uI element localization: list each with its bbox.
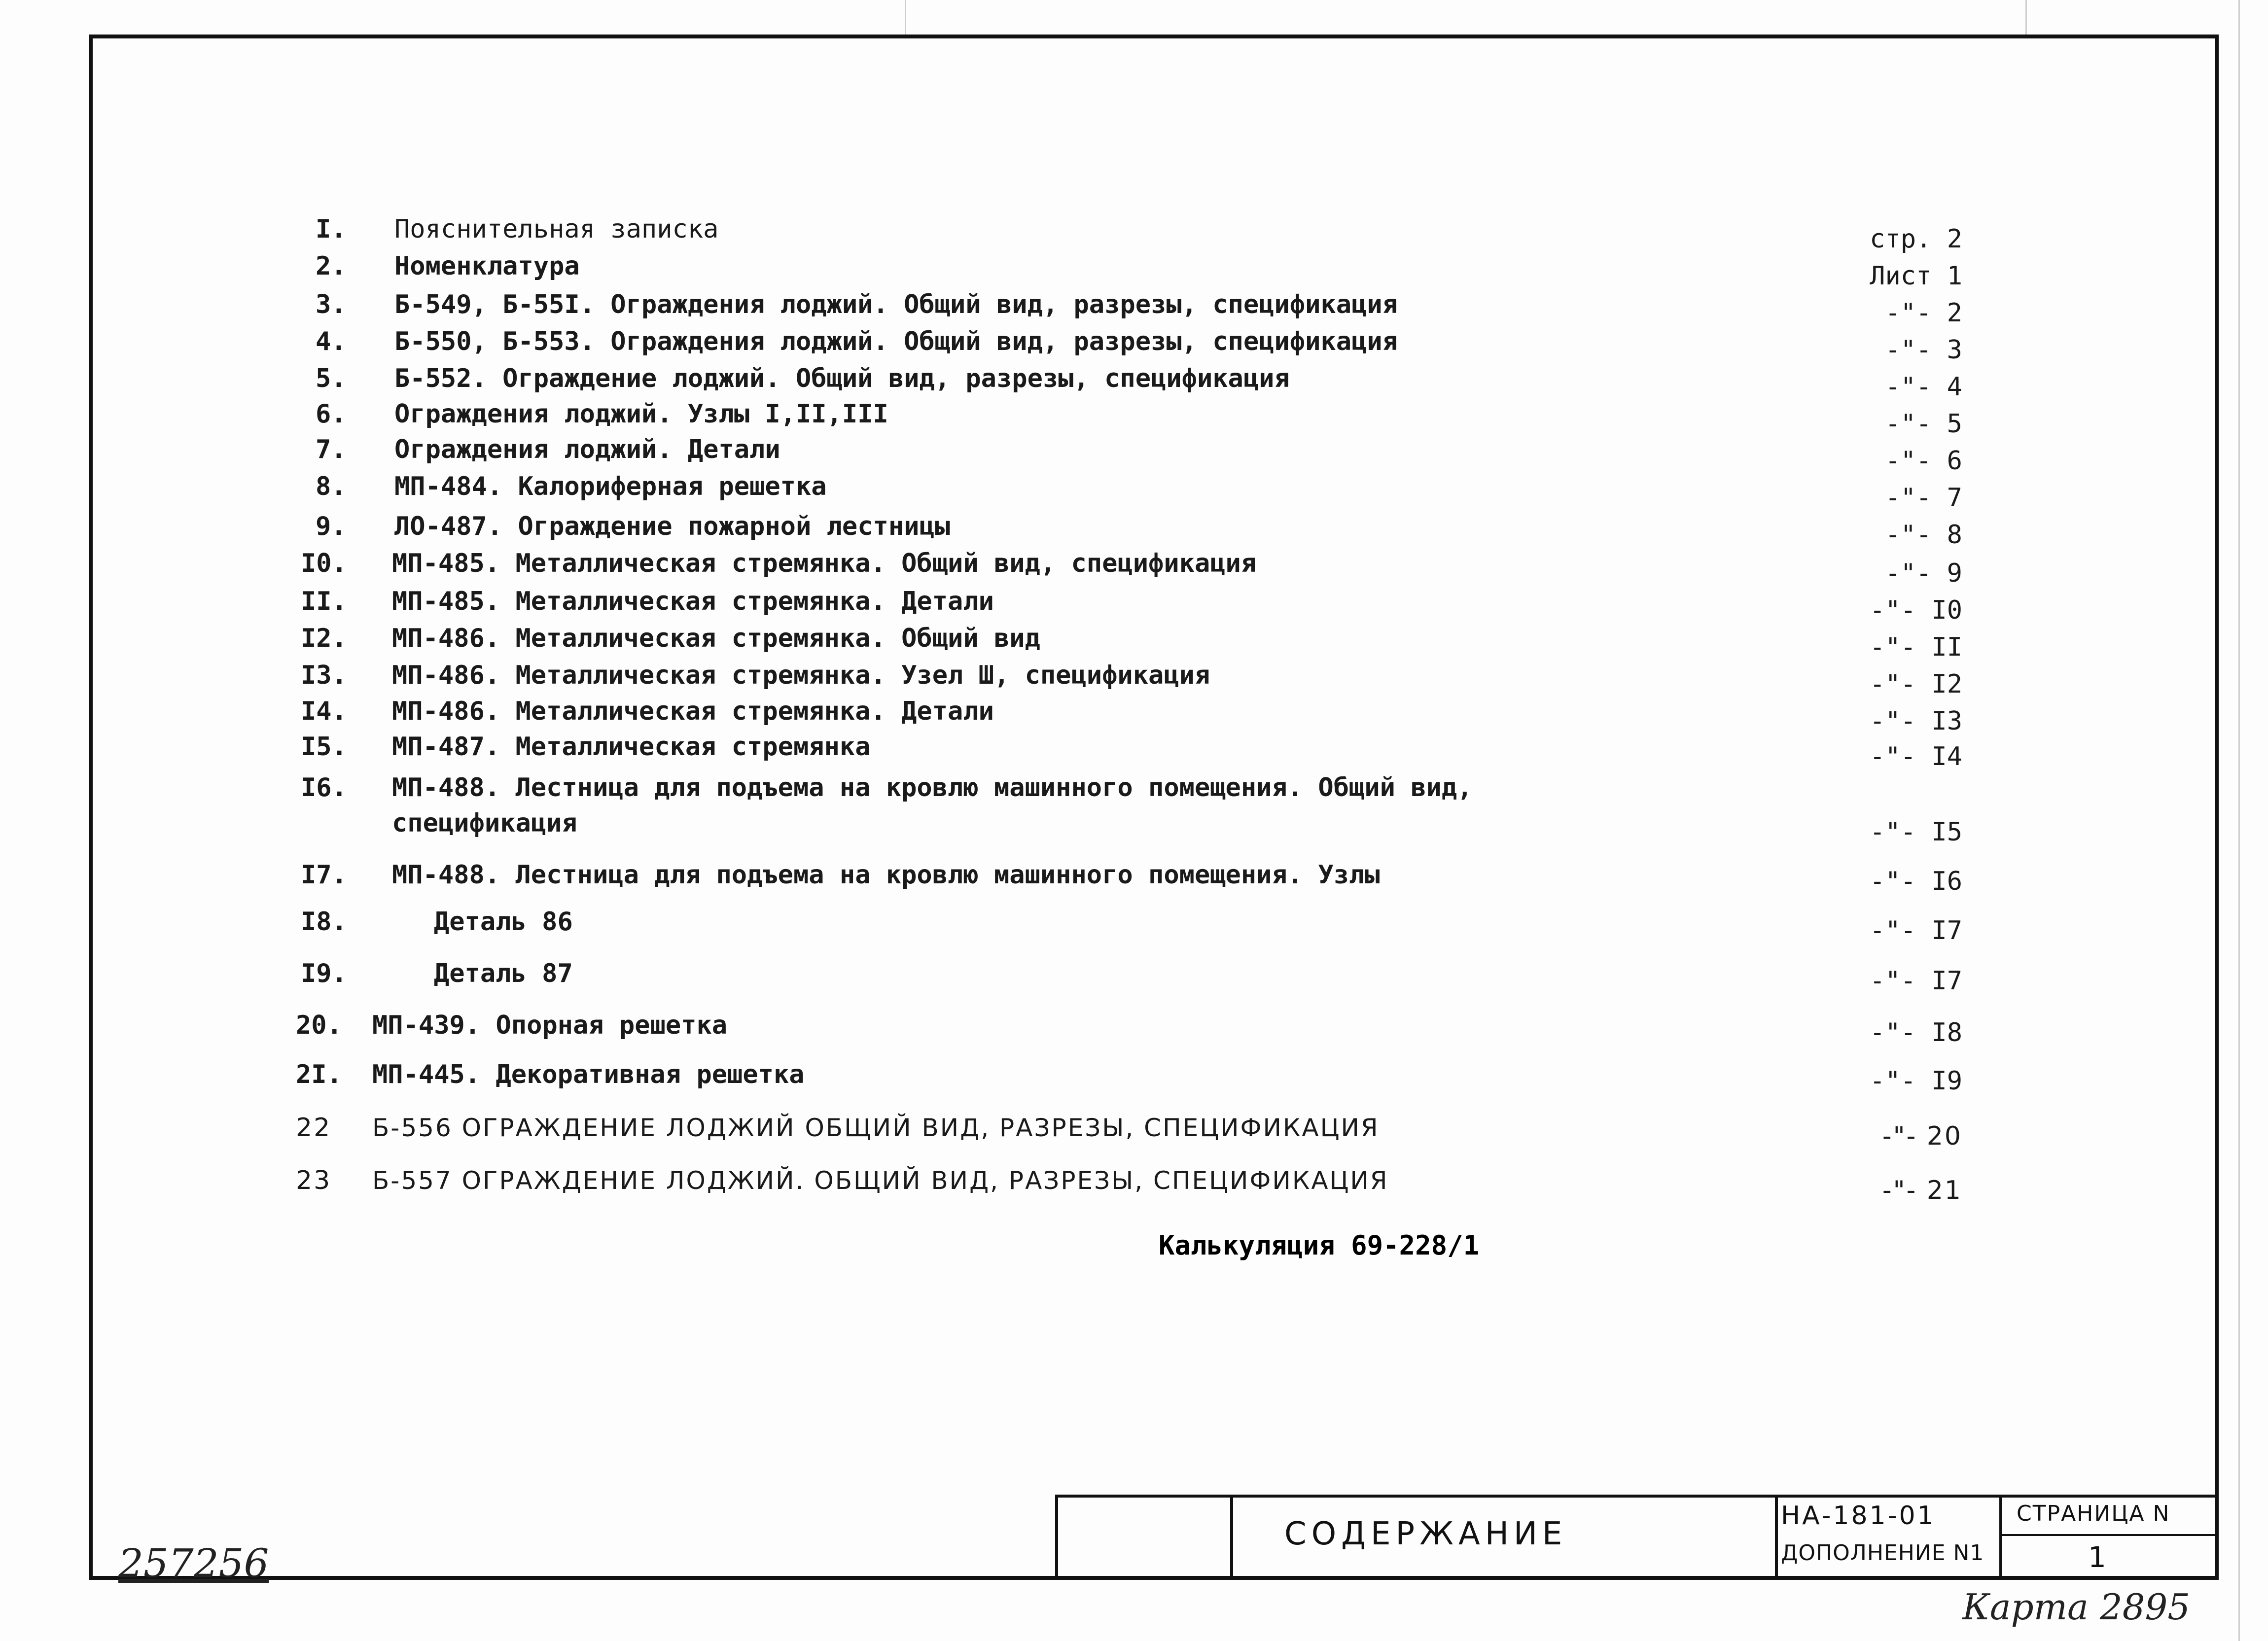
entry-number: I8. (301, 907, 347, 937)
entry-title: МП-486. Металлическая стремянка. Детали (392, 697, 994, 726)
entry-page: -"- I7 (1870, 966, 1962, 996)
entry-title: МП-488. Лестница для подъема на кровлю машинного помещения. Узлы (392, 860, 1380, 890)
entry-title: Б-550, Б-553. Ограждения лоджий. Общий вид, разрезы, спецификация (394, 327, 1398, 356)
entry-number: I7. (301, 860, 347, 890)
entry-page: -"- I7 (1870, 916, 1962, 945)
entry-page: -"- II (1870, 632, 1962, 662)
entry-number: I5. (301, 732, 347, 762)
entry-number: 23 (296, 1166, 332, 1195)
entry-page: -"- 2 (1885, 298, 1962, 328)
entry-number: I6. (301, 773, 347, 803)
entry-number: 6. (316, 399, 347, 429)
entry-number: I2. (301, 624, 347, 653)
title-block-supplement: ДОПОЛНЕНИЕ N1 (1781, 1540, 1984, 1566)
entry-title-continuation: спецификация (392, 808, 577, 838)
entry-page: -"- I0 (1870, 595, 1962, 625)
entry-title: МП-487. Металлическая стремянка (392, 732, 871, 762)
calculation-reference: Калькуляция 69-228/1 (1159, 1230, 1480, 1261)
title-block-page-number: 1 (2088, 1540, 2106, 1574)
entry-title: Ограждения лоджий. Детали (394, 435, 780, 464)
entry-page: -"- 21 (1882, 1176, 1962, 1205)
title-block-mid-line (1999, 1534, 2219, 1536)
entry-title: МП-485. Металлическая стремянка. Общий вид, спецификация (392, 549, 1257, 578)
entry-number: 22 (296, 1113, 332, 1143)
title-block-divider (1999, 1495, 2002, 1580)
entry-page: Лист 1 (1870, 261, 1962, 291)
entry-number: 7. (316, 435, 347, 464)
entry-title: МП-486. Металлическая стремянка. Узел Ш, спецификация (392, 661, 1210, 690)
entry-page: стр. 2 (1870, 224, 1962, 254)
title-block-divider (1775, 1495, 1778, 1580)
entry-number: I. (316, 214, 347, 244)
entry-page: -"- 4 (1885, 372, 1962, 402)
card-number: Карта 2895 (1962, 1586, 2191, 1628)
entry-page: -"- 6 (1885, 446, 1962, 476)
entry-number: I0. (301, 549, 347, 578)
entry-number: 2. (316, 251, 347, 281)
entry-title: Пояснительная записка (394, 214, 719, 244)
title-block-page-label: СТРАНИЦА N (2017, 1501, 2170, 1526)
entry-page: -"- I4 (1870, 742, 1962, 771)
title-block-top-line (1055, 1495, 2219, 1498)
entry-title: Б-549, Б-55I. Ограждения лоджий. Общий вид, разрезы, спецификация (394, 290, 1398, 319)
entry-page: -"- I6 (1870, 867, 1962, 896)
entry-title: Деталь 87 (434, 959, 573, 988)
entry-number: 20. (296, 1011, 342, 1040)
entry-number: I4. (301, 697, 347, 726)
entry-page: -"- I2 (1870, 669, 1962, 699)
entry-number: 9. (316, 512, 347, 541)
entry-number: 5. (316, 364, 347, 393)
entry-page: -"- I5 (1870, 817, 1962, 847)
entry-title: Б-552. Ограждение лоджий. Общий вид, разрезы, спецификация (394, 364, 1290, 393)
entry-title: МП-488. Лестница для подъема на кровлю машинного помещения. Общий вид, (392, 773, 1473, 803)
entry-title: Ограждения лоджий. Узлы I,II,III (394, 399, 888, 429)
entry-number: I3. (301, 661, 347, 690)
entry-page: -"- I8 (1870, 1018, 1962, 1047)
entry-page: -"- I9 (1870, 1066, 1962, 1096)
entry-number: 3. (316, 290, 347, 319)
entry-number: 2I. (296, 1060, 342, 1089)
inventory-number: 257256 (118, 1540, 269, 1586)
title-block-divider (1055, 1495, 1058, 1580)
title-block-code: НА-181-01 (1781, 1501, 1936, 1531)
entry-title: МП-439. Опорная решетка (372, 1011, 728, 1040)
title-block-divider (1230, 1495, 1233, 1580)
entry-number: II. (301, 587, 347, 616)
entry-number: 8. (316, 472, 347, 501)
entry-title: МП-445. Декоративная решетка (372, 1060, 805, 1089)
entry-title: МП-485. Металлическая стремянка. Детали (392, 587, 994, 616)
entry-page: -"- I3 (1870, 706, 1962, 736)
entry-title: Б-557 ОГРАЖДЕНИЕ ЛОДЖИЙ. ОБЩИЙ ВИД, РАЗРЕЗЫ, СПЕЦИФИКАЦИЯ (372, 1166, 1389, 1195)
entry-title: ЛО-487. Ограждение пожарной лестницы (394, 512, 951, 541)
entry-title: МП-484. Калориферная решетка (394, 472, 827, 501)
entry-title: Б-556 ОГРАЖДЕНИЕ ЛОДЖИЙ ОБЩИЙ ВИД, РАЗРЕЗЫ, СПЕЦИФИКАЦИЯ (372, 1114, 1380, 1142)
title-block-title: СОДЕРЖАНИЕ (1284, 1516, 1567, 1552)
entry-number: I9. (301, 959, 347, 988)
entry-number: 4. (316, 327, 347, 356)
entry-page: -"- 3 (1885, 335, 1962, 365)
entry-title: МП-486. Металлическая стремянка. Общий вид (392, 624, 1040, 653)
entry-title: Номенклатура (394, 251, 580, 281)
entry-title: Деталь 86 (434, 907, 573, 937)
entry-page: -"- 9 (1885, 559, 1962, 588)
entry-page: -"- 8 (1885, 520, 1962, 550)
entry-page: -"- 20 (1882, 1121, 1962, 1151)
entry-page: -"- 5 (1885, 409, 1962, 439)
entry-page: -"- 7 (1885, 483, 1962, 513)
